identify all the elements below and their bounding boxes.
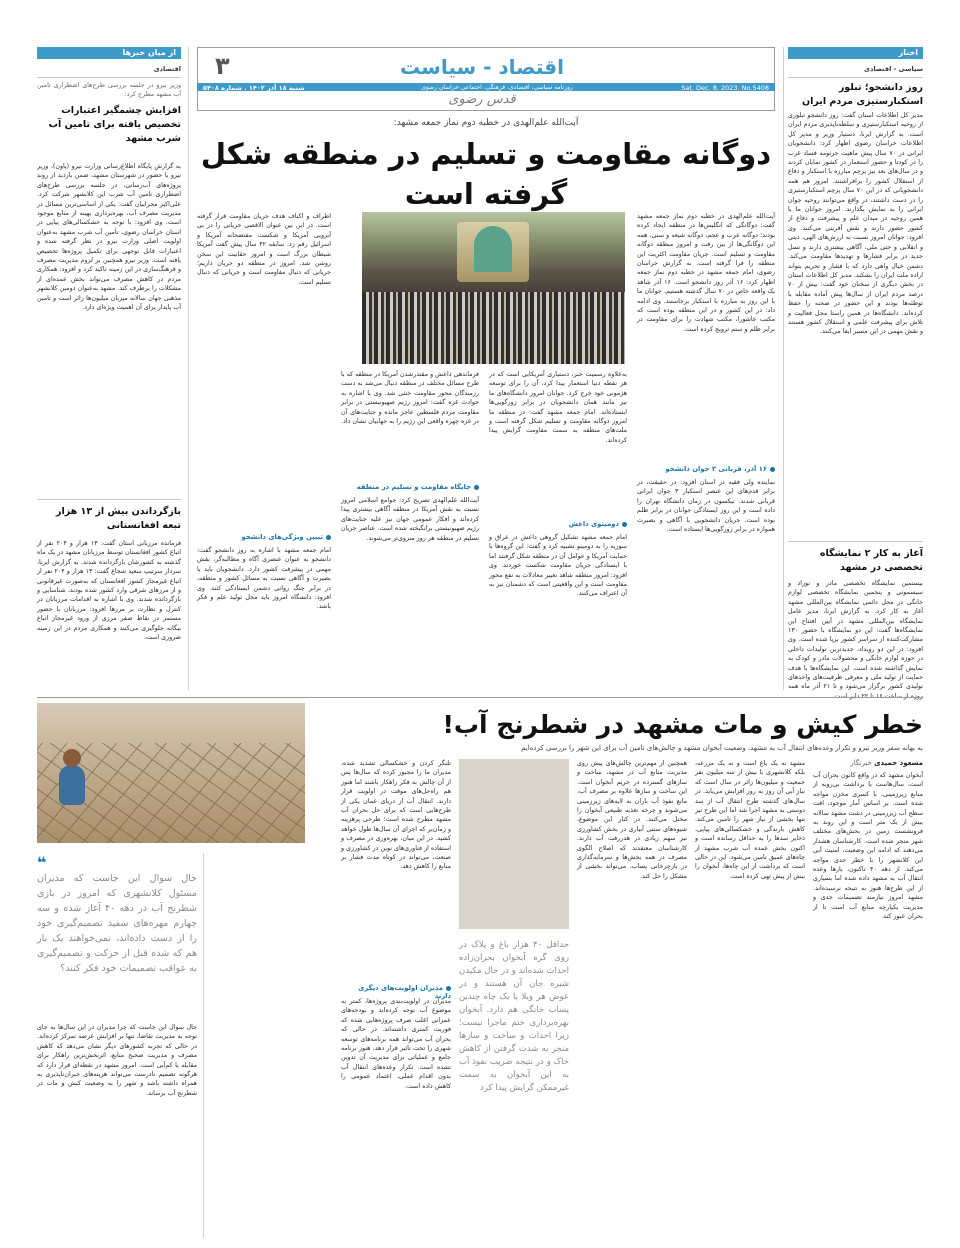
issue-date-english: Sat. Dec. 8. 2023. No.5408 [681,84,769,92]
feature-body: همچنین از مهم‌ترین چالش‌های پیش روی مدیریت منابع آب در مشهد، ساخت و سازهای گسترده در حریم آبخوان است. این ساخت و سازها علاوه بر مصرف آب، مانع نفوذ آب باران به لایه‌های زیرزمینی می‌شوند و چرخه تغذیه طبیعی آبخوان را مختل می‌کنند. در کنار این موضوع، شیوه‌های سنتی آبیاری در بخش کشاورزی نیز سهم زیادی در هدررفت آب دارند. کارشناسان معتقدند که اصلاح الگوی مصرف در همه بخش‌ها و سرمایه‌گذاری در بازچرخانی پساب، می‌تواند بخشی از مشکل را حل کند. [577,760,687,880]
story-subhead [489,520,627,528]
issue-date-persian: شنبه ۱۸ آذر ۱۴۰۲ . شماره ۵۴۰۸ [203,84,305,92]
photo-crowd [362,292,625,364]
story-body: امام جمعه مشهد تشکیل گروهی داعش در عراق و سوریه را به دومینو تشبیه کرد و گفت: این گروه‌ها با حمایت آمریکا و عوامل آن در منطقه شکل گرفتند اما با ایستادگی جریان مقاومت شکست خوردند. وی افزود: امروز منطقه شاهد تغییر معادلات به نفع محور مقاومت است و این واقعیتی است که دشمنان نیز به آن اعتراف می‌کنند. [489,534,627,598]
story-body: اطراف و اکناف هدف جریان مقاومت قرار گرفته است. در این بین عنوان الاقصی جریانی را در بی آبرویی آمریکا و شکست مفتضحانه آمریکا و اسرائیل رقم زد. سابقه ۴۲ سال پیش گفت آمریکا شیطان بزرگ است و امروز حقانیت این سخن روشن شد. امروز در منطقه دو جریان داریم؛ جریانی که دنبال مقاومت است و جریانی که دنبال تسلیم است. [197,213,331,286]
photo-child-head [63,749,81,767]
news-tag: اخبار [788,47,923,59]
story-title: افزایش چشمگیر اعتبارات تخصیص یافته برای تامین آب شرب مشهد [48,105,181,144]
story-body: نماینده ولی فقیه در استان افزود: در حقیقت، در برابر قدم‌های این عنصر استکبار ۳ جوان ایرانی قربانی شدند. نیکسون در زمان دانشگاه تهران را داده است و این روز ایستادگی جوانان در برابر ظلم بوده است. جریان دانشجویی با آگاهی و بصیرت همواره در برابر زورگویی‌ها ایستاده است. [637,479,775,534]
story-title: بازگرداندن بیش از ۱۳ هزار تبعه افغانستانی [56,506,181,531]
subhead-text: مدیران اولویت‌های دیگری دارند [358,984,451,1000]
bullet-icon [446,986,451,991]
story-kicker: آیت‌الله علم‌الهدی در خطبه دوم نماز جمعه مشهد: [393,118,579,128]
left-news-column [37,47,181,690]
story-subhead [341,483,479,491]
bullet-icon [622,522,627,527]
story-body: آیت‌الله علم‌الهدی تصریح کرد: جوامع اسلامی امروز نسبت به نقش آمریکا در منطقه آگاهی بیشتری پیدا کرده‌اند و افکار عمومی جهان نیز علیه جنایت‌های رژیم صهیونیستی برانگیخته شده است. عناصر جریان تسلیم در منطقه هر روز منزوی‌تر می‌شوند. [341,497,479,542]
feature-headline: خطر کیش و مات مشهد در شطرنج آب! [442,710,923,739]
subhead-text: ۱۶ آذر، قربانی ۳ جوان دانشجو [665,465,767,473]
subhead-text: جایگاه مقاومت و تسلیم در منطقه [356,483,471,491]
page-number: ۳ [215,52,230,80]
feature-photo [37,703,305,843]
pull-quote [459,759,569,1238]
story-headline: دوگانه مقاومت و تسلیم در منطقه شکل گرفته است [200,137,772,211]
divider [37,77,181,78]
newspaper-logo: قدس رضوی [448,92,516,107]
bullet-icon [326,535,331,540]
feature-body: مدیران در اولویت‌بندی پروژه‌ها، کمتر به موضوع آب توجه کرده‌اند و بودجه‌های عمرانی اغلب صرف پروژه‌هایی شده که فوریت کمتری داشته‌اند. در حالی که بحران آب می‌تواند همه برنامه‌های توسعه شهری را تحت تاثیر قرار دهد، هنوز برنامه جامع و عملیاتی برای مدیریت آن تدوین نشده است. تکرار وعده‌های انتقال آب بدون اقدام عملی، اعتماد عمومی را کاهش داده است. [341,998,451,1090]
feature-body: آبخوان مشهد که در واقع کانون بحران آب است، سال‌هاست با برداشت بی‌رویه از منابع زیرزمینی، با کسری مخزن مواجه شده است. بر اساس آمار موجود، افت سطح آب زیرزمینی در دشت مشهد سالانه بیش از یک متر است و این روند به فرونشست زمین در بخش‌های مختلف شهر منجر شده است. کارشناسان هشدار می‌دهند که ادامه این وضعیت، امنیت آبی این کلانشهر را با خطر جدی مواجه می‌کند. از دهه ۴۰ تاکنون، بارها وعده انتقال آب به مشهد داده شده اما بسیاری از این طرح‌ها هنوز به نتیجه نرسیده‌اند. مشهد امروز نیازمند تصمیمات جدی و مدیریت یکپارچه منابع آب است تا از بحران عبور کند. [813,772,924,921]
story-subhead [637,465,775,473]
column-separator [783,47,784,690]
story-body: فرمانده مرزبانی استان گفت: ۱۳ هزار و ۲۰۴ نفر از اتباع کشور افغانستان توسط مرزبانان مشهد در یک ماه گذشته به کشورشان بازگردانده شدند. به گزارش ایرنا، سردار سرتیپ سعید شجاع گفت: ۱۳ هزار و ۲۰۴ نفر از اتباع غیرمجاز کشور افغانستان که به‌صورت غیرقانونی و از مرزهای شرقی وارد کشور شده بودند، شناسایی و بازگردانده شدند. وی با اشاره به اقدامات مرزبانان در کنترل و نظارت بر مرزها افزود: مرزبانان با حضور مستمر در نقاط صفر مرزی از ورود غیرمجاز اتباع بیگانه جلوگیری می‌کنند و همکاری مردم در این زمینه ضروری است. [37,540,181,642]
author-name: مسعود حمیدی [874,759,923,767]
story-body: آیت‌الله علم‌الهدی در خطبه دوم نماز جمعه مشهد گفت: دوگانگی که انگلیس‌ها در منطقه ایجاد کرده بودند؛ دوگانه عرب و عجم، دوگانه شیعه و سنی، همه این دوگانگی‌ها از بین رفت و امروز منطقه دوگانه مقاومت و تسلیم است. جریان مقاومت اکثریت این منطقه را فرا گرفته است. به گزارش خراسان رضوی، امام جمعه مشهد در خطبه دوم نماز جمعه اظهار کرد: ۱۶ آذر روز دانشجو است. ۱۶ آذر شاهد یک واقعه خاص در ۷۰ سال گذشته هستیم، جوانان ما با این روز به مبارزه با استکبار برخاستند. وی ادامه داد: در این کشور و در این منطقه بوده است که مکتب عاشورا، مکتب شهادت را برای مقاومت در برابر ظلم و ستم ترویج کرده است. [637,213,775,333]
story-subhead [197,533,331,541]
story-body: به‌علاوه رسمیت خبر، دستیاری آمریکایی است که در هر نقطه دنیا استعمار پیدا کرد، آن را برای توسعه هژمونی خود خرج کرد. جوانان امروز دانشگاه‌های ما نیز مانند همان دانشجویان در برابر زورگویی‌ها ایستاده‌اند. امام جمعه مشهد گفت: در منطقه ما امروز دوگانه مقاومت و تسلیم شکل گرفته است و ملت‌های منطقه به سمت مقاومت گرایش پیدا کرده‌اند. [489,371,627,444]
divider [788,541,923,542]
section-title: اقتصاد - سیاست [399,55,564,79]
story-title: روز دانشجو؛ تبلور استکبارستیزی مردم ایران [802,82,923,107]
main-photo [362,212,625,364]
header [197,47,775,111]
feature-kicker: به بهانه سفر وزیر نیرو و تکرار وعده‌های انتقال آب به مشهد، وضعیت آبخوان مشهد و چالش‌های تامین آب برای این شهر را بررسی کرده‌ایم [521,744,923,752]
column-separator [203,853,204,1238]
author-role: خبرنگار [850,759,872,767]
news-subtag: سیاسی - اقتصادی [864,65,923,73]
story-body: مدیر کل اطلاعات استان گفت: روز دانشجو تبلوری از روحیه استکبارستیزی و سلطه‌ناپذیری مردم ایران است. به گزارش ایرنا، دستیار وزیر و مدیر کل اطلاعات خراسان رضوی اظهار کرد: دانشجویان ایرانی در ۷۰ سال پیش ماهیت جرثومه فساد غرب را در کودتا و حضور استعمار در کشور نمایان کردند و در سال‌های بعد نیز پرچم مبارزه با استکبار و دفاع از استقلال کشور را برافراشتند. امروز هم همه دانشجویانی که در این ۷۰ سال پرچم استکبارستیزی را در دست داشتند، در واقع می‌توانند روحیه جوان ایرانی را به نمایش بگذارند. امروز جوانان ما با همین روحیه در میدان علم و پیشرفت و دفاع از کشور حضور دارند و نقش آفرینی می‌کنند. وی افزود: جوانان امروز نسبت به ارزش‌های الهی، دینی و انقلابی و حتی ملی، آگاهی بیشتری دارند و نسل جدید در برابر فشارها و تهدیدها مقاومت می‌کند. دشمن خیال واهی دارد که با فشار و تحریم بتواند اراده ملت ایران را بشکند. مدیر کل اطلاعات استان در بخش دیگری از سخنان خود گفت: بیش از ۷۰ درصد مردم ایران از سال‌ها پیش آماده مقابله با توطئه‌ها بودند و این حضور در صحنه را حفظ کرده‌اند. دانشگاه‌ها در همین راستا محل فعالیت و تلاش برای پیشرفت علمی و استقلال کشور هستند و نقش مهمی در این مسیر ایفا می‌کنند. [788,112,924,336]
section-separator [37,697,923,698]
feature-body: تلنگر کردن و خشکسالی تشدید شده، مدیران ما را مجبور کرده که سال‌ها پس از آن چالش به فکر راهکار باشند اما هنوز هم راه‌حل‌های موقت در اولویت قرار دارند. انتقال آب از دریای عمان یکی از طرح‌هایی است که برای حل بحران آب مشهد مطرح شده است؛ طرحی پرهزینه و زمان‌بر که اجرای آن سال‌ها طول خواهد کشید. در این میان، بهره‌وری در مصرف و استفاده از فناوری‌های نوین در کشاورزی و صنعت، می‌تواند در کوتاه مدت فشار بر منابع را کاهش دهد. [341,760,451,871]
news-tag: از میان خبرها [37,47,181,59]
bullet-icon [770,467,775,472]
bullet-icon [474,485,479,490]
newspaper-tagline: روزنامه سیاسی، اقتصادی، فرهنگی، اجتماعی خراسان رضوی [421,84,573,91]
story-body: بیستمین نمایشگاه تخصصی مادر و نوزاد و سیسمونی و پنجمین نمایشگاه تخصصی لوازم خانگی در محل دائمی نمایشگاه بین‌المللی مشهد آغاز به کار کرد. به گزارش ایرنا، مدیر عامل نمایشگاه بین‌المللی مشهد در آیین افتتاح این نمایشگاه‌ها گفت: این دو نمایشگاه با حضور ۱۳۰ مشارکت‌کننده از سراسر کشور برپا شده است. وی افزود: در این دو رویداد، جدیدترین تولیدات داخلی در حوزه لوازم خانگی و محصولات مادر و کودک به نمایش گذاشته شده است. این نمایشگاه‌ها با هدف حمایت از تولید ملی و معرفی ظرفیت‌های واحدهای تولیدی کشور برگزار می‌شود و تا ۲۱ آذر ماه همه [788,580,923,691]
feature-body: مشهد نه یک باغ است و نه یک مزرعه، بلکه کلانشهری با بیش از سه میلیون نفر جمعیت و میلیون‌ها زائر در سال است که نیاز آبی آن روز به روز افزایش می‌یابد. در سال‌های گذشته طرح انتقال آب از سد دوستی به مشهد اجرا شد اما این طرح نیز تنها بخشی از نیاز شهر را تامین می‌کند. کاهش بارندگی و خشکسالی‌های پیاپی، ذخایر سدها را به حداقل رسانده است و اکنون بخش عمده آب شرب مشهد از چاه‌های عمیق تامین می‌شود. این در حالی است که برداشت از این چاه‌ها، آبخوان را بیش از پیش تهی کرده است. [695,760,805,880]
feature-subhead [341,984,451,1000]
quote-mark-icon: ❝ [37,853,47,872]
divider [37,499,181,500]
feature-story [37,703,923,1238]
quote-text: حال سوال این جاست که مدیران مسئول کلانشهری که امروز در بازی شطرنج آب در دهه ۴۰ آغاز شده و سه چهارم مهره‌های سفید تصمیم‌گیری خود را از دست داده‌اند، نمی‌خواهند یک بار هم که شده قبل از حرکت و تصمیم‌گیری به عواقب تصمیمات خود فکر کنند؟ [37,873,197,974]
story-intro: وزیر نیرو در جلسه بررسی طرح‌های اضطراری تامین آب مشهد مطرح کرد: [37,82,181,99]
quote-photo [459,759,569,929]
subhead-text: دومینوی داعش [568,520,619,528]
story-title: آغاز به کار ۲ نمایشگاه تخصصی در مشهد [819,548,923,573]
quote-text: حداقل ۴۰ هزار باغ و پلاک در روی گره آبخوان بحران‌زاده احداث شده‌اند و در حال مکیدن شیره جان آن هستند و در عوض هر ویلا یا یک چاه چندین پساب خانگی هم دارد. آبخوان بهره‌برداری ختم ماجرا نیست؛ زیرا احداث و ساخت و سازها منجر به شدت گرفتن از کاهش خاک و در نتیجه ضریب نفوذ آب به این آبخوان به سمت غیرممکن گرایش پیدا کرد [459,940,569,1093]
feature-byline [813,759,923,767]
story-body: فرماندهی داعش و مقتدرشدن آمریکا در منطقه که با طرح مسائل مختلف در منطقه دنبال می‌شد به دست رزمندگان محور مقاومت خنثی شد. وی با اشاره به حوادث غزه گفت: امروز رژیم صهیونیستی در برابر مقاومت مردم فلسطین عاجز مانده و جنایت‌های آن در غزه چهره واقعی این رژیم را به جهانیان نشان داد. [340,371,479,426]
main-story [197,118,775,690]
right-news-column [788,47,923,690]
story-body: به گزارش پایگاه اطلاع‌رسانی وزارت نیرو (پاون)، وزیر نیرو با حضور در شهرستان مشهد، ضمن بازدید از روند پروژه‌های آب‌رسانی، در جلسه بررسی طرح‌های اضطراری تامین آب شرب این کلانشهر شرکت کرد. علی‌اکبر محرابیان گفت: یکی از اساسی‌ترین مسائل در مدیریت مصرف آب، بهره‌برداری بهینه از منابع موجود است. وی افزود: با توجه به خشکسالی‌های پیاپی در استان خراسان رضوی، تأمین آب شرب مشهد به‌عنوان اولویت اصلی وزارت نیرو در نظر گرفته شده و اعتبارات قابل توجهی برای تکمیل پروژه‌ها تخصیص یافته است. وزیر نیرو همچنین بر لزوم مدیریت مصرف و فرهنگ‌سازی در این زمینه تاکید کرد و افزود: همکاری مردم در کاهش مصرف می‌تواند بخش عمده‌ای از مشکلات را برطرف کند. مشهد به‌عنوان دومین کلانشهر مذهبی جهان سالانه میزبان میلیون‌ها زائر است و تامین آب پایدار برای آن اهمیت ویژه‌ای دارد. [37,163,181,312]
story-body: امام جمعه مشهد با اشاره به روز دانشجو گفت: دانشجو به عنوان عنصری آگاه و مطالبه‌گر، نقش مهمی در پیشرفت کشور دارد. دانشجویان باید با بصیرت و آگاهی نسبت به مسائل کشور و منطقه، در برابر جنگ روانی دشمن ایستادگی کنند. وی افزود: دانشگاه امروز باید محل تولید علم و فکر باشد. [197,547,331,611]
column-separator [188,47,189,690]
photo-arch [474,226,512,272]
subhead-text: تبیین ویژگی‌های دانشجو [241,533,323,541]
news-subtag: اقتصادی [153,65,181,73]
photo-child-body [59,765,85,805]
divider [788,77,923,78]
feature-body: حال سوال این جاست که چرا مدیران در این سال‌ها به جای توجه به مدیریت تقاضا، تنها بر افزایش عرضه تمرکز کرده‌اند. در حالی که تجربه کشورهای دیگر نشان می‌دهد که کاهش مصرف و مدیریت صحیح منابع، اثربخش‌ترین راهکار برای مقابله با کم‌آبی است. امروز مشهد در نقطه‌ای قرار دارد که هرگونه تصمیم نادرست می‌تواند هزینه‌های جبران‌ناپذیری به همراه داشته باشد و شهر را به وضعیت کیش و مات در شطرنج آب برساند. [37,1024,197,1097]
